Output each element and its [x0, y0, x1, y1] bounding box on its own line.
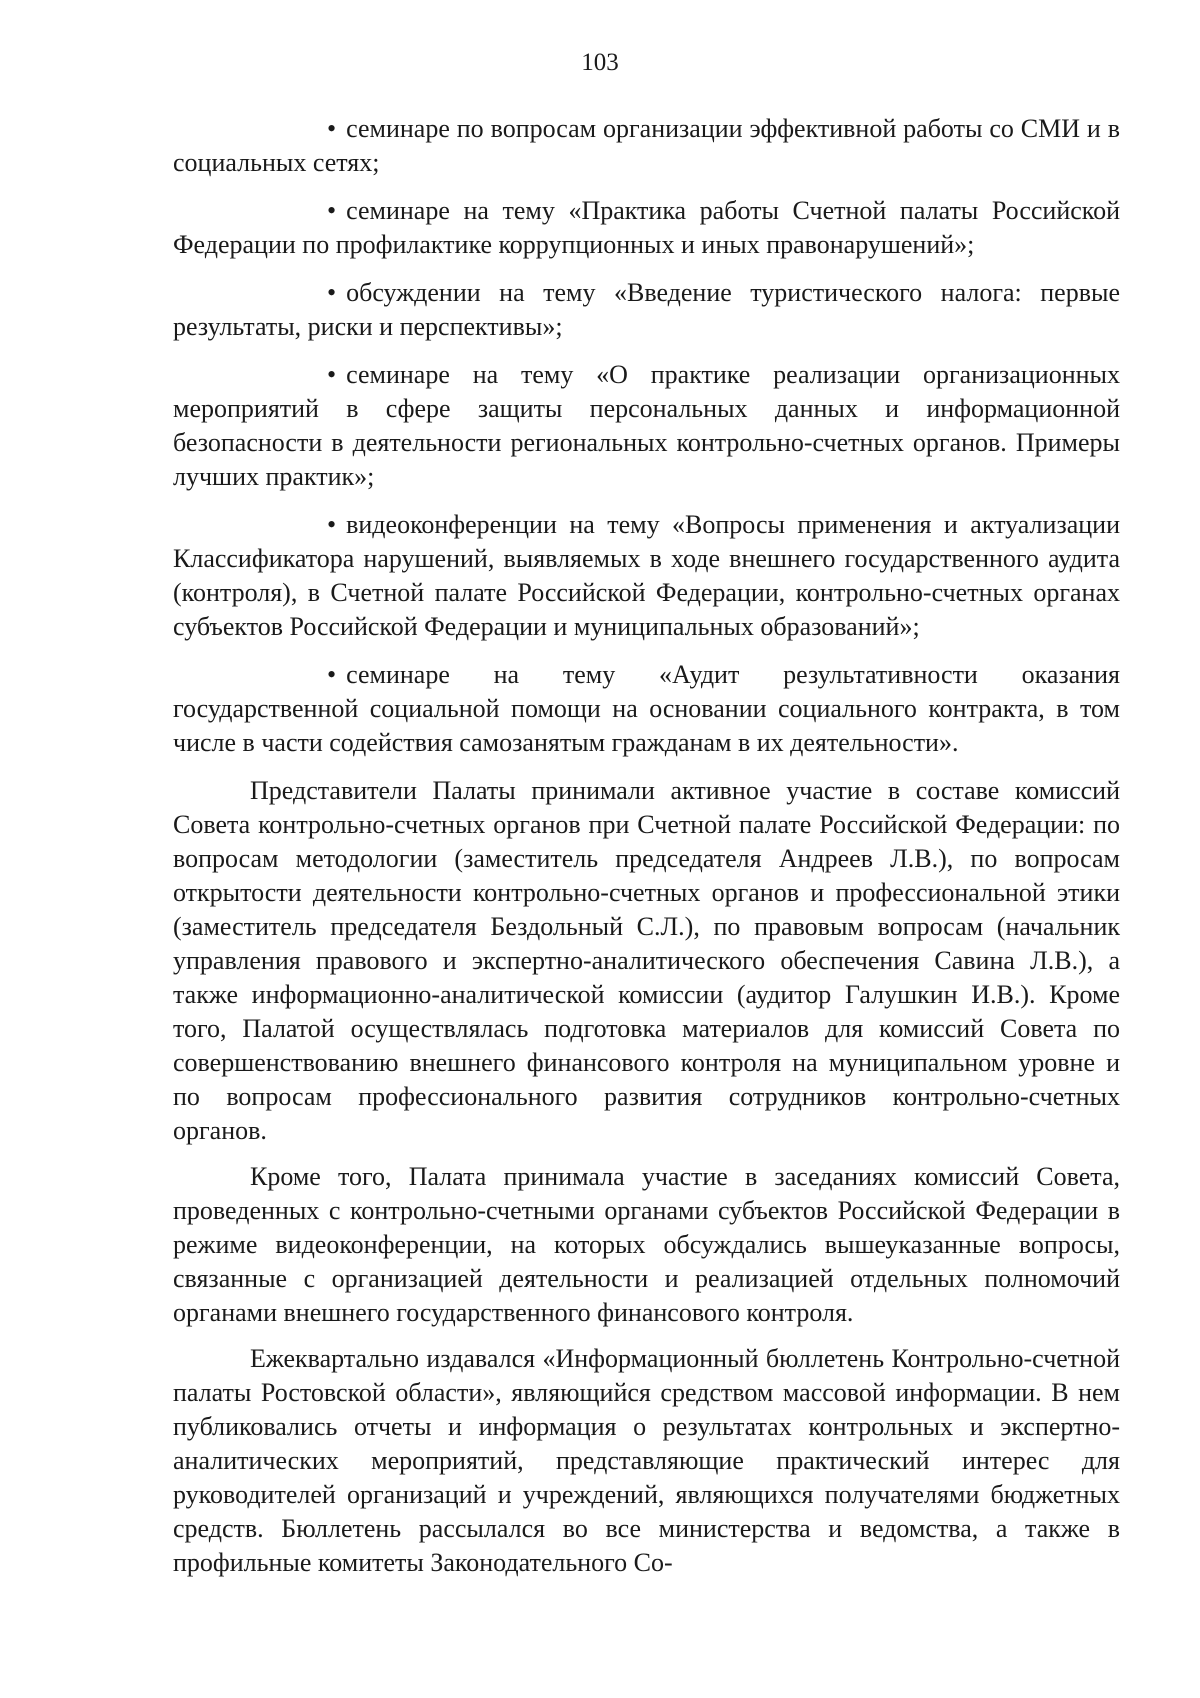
bullet-icon: • — [327, 278, 337, 307]
bullet-item — [173, 112, 1120, 180]
bullet-icon: • — [327, 114, 337, 143]
bullet-item — [173, 358, 1120, 494]
bullet-text: семинаре на тему «Аудит результативности оказания государственной социальной помощи на основании социального контракта, в том числе в части содействия самозанятым гражданам в их деятельности». — [173, 660, 1120, 757]
document-body — [173, 112, 1120, 1592]
bullet-item — [173, 658, 1120, 760]
bullet-icon: • — [327, 660, 337, 689]
bullet-text: семинаре на тему «О практике реализации организационных мероприятий в сфере защиты персональных данных и информационной безопасности в деятельности региональных контрольно-счетных органов. Примеры лучших практик»; — [173, 360, 1120, 491]
bullet-item — [173, 508, 1120, 644]
bullet-item — [173, 194, 1120, 262]
bullet-text: семинаре по вопросам организации эффективной работы со СМИ и в социальных сетях; — [173, 114, 1120, 177]
bullet-text: обсуждении на тему «Введение туристического налога: первые результаты, риски и перспективы»; — [173, 278, 1120, 341]
body-paragraph: Представители Палаты принимали активное участие в составе комиссий Совета контрольно-счетных органов при Счетной палате Российской Федерации: по вопросам методологии (заместитель председателя Андреев Л.В.), по вопросам открытости деятельности контрольно-счетных органов и профессиональной этики (заместитель председателя Бездольный С.Л.), по правовым вопросам (начальник управления правового и экспертно-аналитического обеспечения Савина Л.В.), а также информационно-аналитической комиссии (аудитор Галушкин И.В.). Кроме того, Палатой осуществлялась подготовка материалов для комиссий Совета по совершенствованию внешнего финансового контроля на муниципальном уровне и по вопросам профессионального развития сотрудников контрольно-счетных органов. — [173, 776, 1120, 1145]
bullet-text: видеоконференции на тему «Вопросы применения и актуализации Классификатора нарушений, выявляемых в ходе внешнего государственного аудита (контроля), в Счетной палате Российской Федерации, контрольно-счетных органах субъектов Российской Федерации и муниципальных образований»; — [173, 510, 1120, 641]
bullet-icon: • — [327, 360, 337, 389]
bullet-icon: • — [327, 510, 337, 539]
body-paragraph: Кроме того, Палата принимала участие в заседаниях комиссий Совета, проведенных с контрольно-счетными органами субъектов Российской Федерации в режиме видеоконференции, на которых обсуждались вышеуказанные вопросы, связанные с организацией деятельности и реализацией отдельных полномочий органами внешнего государственного финансового контроля. — [173, 1162, 1120, 1327]
body-paragraph: Ежеквартально издавался «Информационный бюллетень Контрольно-счетной палаты Ростовской области», являющийся средством массовой информации. В нем публиковались отчеты и информация о результатах контрольных и экспертно-аналитических мероприятий, представляющие практический интерес для руководителей организаций и учреждений, являющихся получателями бюджетных средств. Бюллетень рассылался во все министерства и ведомства, а также в профильные комитеты Законодательного Со- — [173, 1344, 1120, 1577]
bullet-text: семинаре на тему «Практика работы Счетной палаты Российской Федерации по профилактике коррупционных и иных правонарушений»; — [173, 196, 1120, 259]
page-number: 103 — [581, 49, 619, 76]
bullet-icon: • — [327, 196, 337, 225]
bullet-item — [173, 276, 1120, 344]
